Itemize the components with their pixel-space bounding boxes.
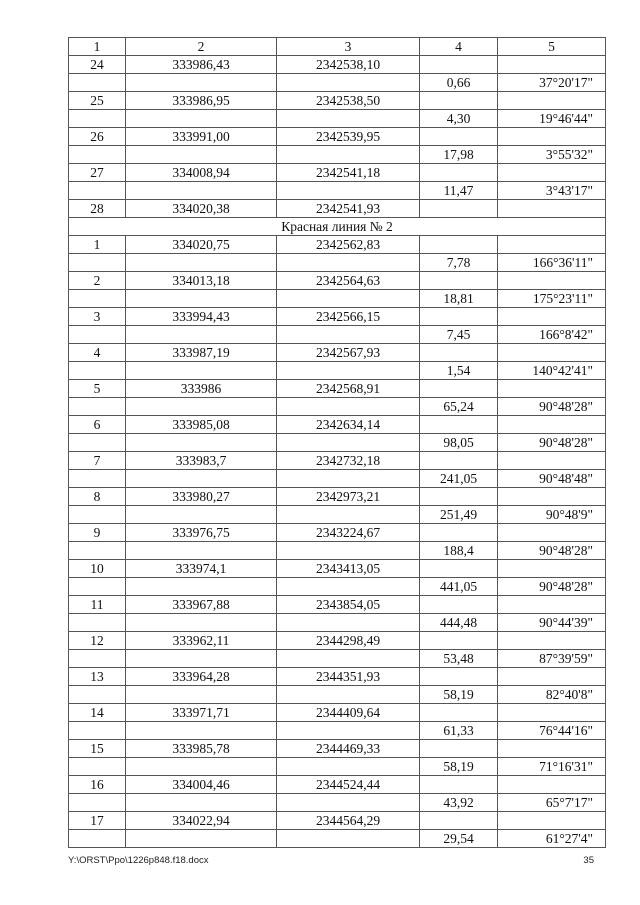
empty-cell bbox=[498, 236, 606, 254]
coord-y: 2342568,91 bbox=[277, 380, 420, 398]
point-row bbox=[69, 344, 606, 362]
segment-distance: 7,45 bbox=[420, 326, 498, 344]
point-row bbox=[69, 812, 606, 830]
empty-cell bbox=[420, 596, 498, 614]
segment-distance: 18,81 bbox=[420, 290, 498, 308]
empty-cell bbox=[420, 488, 498, 506]
segment-row bbox=[69, 830, 606, 848]
point-row bbox=[69, 92, 606, 110]
header-row bbox=[69, 38, 606, 56]
empty-cell bbox=[420, 236, 498, 254]
coord-x: 333986,43 bbox=[126, 56, 277, 74]
coord-y: 2342566,15 bbox=[277, 308, 420, 326]
point-number: 14 bbox=[69, 704, 126, 722]
empty-cell bbox=[498, 560, 606, 578]
coord-x: 333986,95 bbox=[126, 92, 277, 110]
point-row bbox=[69, 128, 606, 146]
empty-cell bbox=[498, 344, 606, 362]
empty-cell bbox=[126, 470, 277, 488]
segment-row bbox=[69, 254, 606, 272]
segment-distance: 98,05 bbox=[420, 434, 498, 452]
point-number: 24 bbox=[69, 56, 126, 74]
point-number: 8 bbox=[69, 488, 126, 506]
footer-file-path: Y:\ORST\Ppo\1226p848.f18.docx bbox=[68, 855, 209, 866]
segment-distance: 17,98 bbox=[420, 146, 498, 164]
coord-y: 2342538,50 bbox=[277, 92, 420, 110]
empty-cell bbox=[420, 812, 498, 830]
empty-cell bbox=[277, 74, 420, 92]
empty-cell bbox=[277, 578, 420, 596]
empty-cell bbox=[69, 110, 126, 128]
segment-distance: 65,24 bbox=[420, 398, 498, 416]
point-number: 12 bbox=[69, 632, 126, 650]
empty-cell bbox=[69, 182, 126, 200]
point-row bbox=[69, 740, 606, 758]
segment-angle: 3°55'32" bbox=[498, 146, 606, 164]
header-cell-1: 1 bbox=[69, 38, 126, 56]
segment-row bbox=[69, 182, 606, 200]
coord-y: 2342541,93 bbox=[277, 200, 420, 218]
point-number: 3 bbox=[69, 308, 126, 326]
segment-distance: 0,66 bbox=[420, 74, 498, 92]
segment-row bbox=[69, 110, 606, 128]
coord-x: 333991,00 bbox=[126, 128, 277, 146]
segment-row bbox=[69, 794, 606, 812]
coord-x: 333976,75 bbox=[126, 524, 277, 542]
empty-cell bbox=[498, 164, 606, 182]
coord-x: 333962,11 bbox=[126, 632, 277, 650]
empty-cell bbox=[69, 362, 126, 380]
point-number: 6 bbox=[69, 416, 126, 434]
segment-angle: 90°48'28" bbox=[498, 398, 606, 416]
coord-x: 333974,1 bbox=[126, 560, 277, 578]
empty-cell bbox=[498, 308, 606, 326]
segment-distance: 441,05 bbox=[420, 578, 498, 596]
coord-x: 334008,94 bbox=[126, 164, 277, 182]
empty-cell bbox=[420, 776, 498, 794]
empty-cell bbox=[420, 200, 498, 218]
segment-row bbox=[69, 578, 606, 596]
header-cell-5: 5 bbox=[498, 38, 606, 56]
point-row bbox=[69, 560, 606, 578]
empty-cell bbox=[126, 722, 277, 740]
point-row bbox=[69, 524, 606, 542]
empty-cell bbox=[498, 92, 606, 110]
empty-cell bbox=[69, 254, 126, 272]
empty-cell bbox=[420, 92, 498, 110]
coord-y: 2342564,63 bbox=[277, 272, 420, 290]
segment-distance: 7,78 bbox=[420, 254, 498, 272]
empty-cell bbox=[126, 434, 277, 452]
coord-x: 333964,28 bbox=[126, 668, 277, 686]
segment-distance: 53,48 bbox=[420, 650, 498, 668]
empty-cell bbox=[126, 290, 277, 308]
point-number: 16 bbox=[69, 776, 126, 794]
coord-y: 2343854,05 bbox=[277, 596, 420, 614]
point-number: 2 bbox=[69, 272, 126, 290]
point-number: 15 bbox=[69, 740, 126, 758]
segment-angle: 90°48'48" bbox=[498, 470, 606, 488]
empty-cell bbox=[126, 578, 277, 596]
coord-y: 2342973,21 bbox=[277, 488, 420, 506]
empty-cell bbox=[498, 704, 606, 722]
coord-x: 334020,75 bbox=[126, 236, 277, 254]
empty-cell bbox=[126, 362, 277, 380]
point-number: 27 bbox=[69, 164, 126, 182]
coord-y: 2342538,10 bbox=[277, 56, 420, 74]
segment-angle: 140°42'41" bbox=[498, 362, 606, 380]
page-number: 35 bbox=[583, 855, 594, 866]
segment-angle: 61°27'4" bbox=[498, 830, 606, 848]
empty-cell bbox=[126, 398, 277, 416]
segment-row bbox=[69, 614, 606, 632]
segment-angle: 90°44'39" bbox=[498, 614, 606, 632]
empty-cell bbox=[277, 614, 420, 632]
empty-cell bbox=[420, 272, 498, 290]
segment-distance: 444,48 bbox=[420, 614, 498, 632]
empty-cell bbox=[126, 254, 277, 272]
empty-cell bbox=[126, 686, 277, 704]
empty-cell bbox=[498, 668, 606, 686]
empty-cell bbox=[126, 506, 277, 524]
point-row bbox=[69, 164, 606, 182]
empty-cell bbox=[277, 830, 420, 848]
empty-cell bbox=[420, 740, 498, 758]
coord-x: 333967,88 bbox=[126, 596, 277, 614]
segment-row bbox=[69, 434, 606, 452]
empty-cell bbox=[498, 200, 606, 218]
empty-cell bbox=[69, 470, 126, 488]
point-row bbox=[69, 380, 606, 398]
segment-angle: 90°48'9" bbox=[498, 506, 606, 524]
empty-cell bbox=[126, 794, 277, 812]
segment-row bbox=[69, 146, 606, 164]
segment-angle: 65°7'17" bbox=[498, 794, 606, 812]
empty-cell bbox=[420, 524, 498, 542]
empty-cell bbox=[498, 380, 606, 398]
point-number: 4 bbox=[69, 344, 126, 362]
segment-distance: 29,54 bbox=[420, 830, 498, 848]
empty-cell bbox=[126, 110, 277, 128]
empty-cell bbox=[277, 758, 420, 776]
point-number: 1 bbox=[69, 236, 126, 254]
empty-cell bbox=[498, 128, 606, 146]
empty-cell bbox=[69, 614, 126, 632]
empty-cell bbox=[126, 758, 277, 776]
empty-cell bbox=[126, 182, 277, 200]
segment-angle: 71°16'31" bbox=[498, 758, 606, 776]
segment-row bbox=[69, 758, 606, 776]
coordinates-table bbox=[68, 37, 606, 848]
empty-cell bbox=[420, 128, 498, 146]
empty-cell bbox=[69, 722, 126, 740]
empty-cell bbox=[69, 578, 126, 596]
empty-cell bbox=[498, 452, 606, 470]
segment-angle: 166°36'11" bbox=[498, 254, 606, 272]
point-row bbox=[69, 704, 606, 722]
segment-distance: 4,30 bbox=[420, 110, 498, 128]
empty-cell bbox=[277, 146, 420, 164]
point-row bbox=[69, 416, 606, 434]
point-row bbox=[69, 452, 606, 470]
empty-cell bbox=[498, 632, 606, 650]
empty-cell bbox=[420, 668, 498, 686]
header-cell-3: 3 bbox=[277, 38, 420, 56]
segment-angle: 76°44'16" bbox=[498, 722, 606, 740]
empty-cell bbox=[277, 182, 420, 200]
point-row bbox=[69, 776, 606, 794]
segment-angle: 3°43'17" bbox=[498, 182, 606, 200]
empty-cell bbox=[420, 452, 498, 470]
empty-cell bbox=[277, 506, 420, 524]
empty-cell bbox=[277, 686, 420, 704]
coord-x: 333980,27 bbox=[126, 488, 277, 506]
empty-cell bbox=[498, 416, 606, 434]
empty-cell bbox=[126, 326, 277, 344]
coord-x: 334022,94 bbox=[126, 812, 277, 830]
point-row bbox=[69, 668, 606, 686]
empty-cell bbox=[277, 290, 420, 308]
empty-cell bbox=[69, 506, 126, 524]
empty-cell bbox=[69, 146, 126, 164]
point-number: 5 bbox=[69, 380, 126, 398]
empty-cell bbox=[69, 830, 126, 848]
point-row bbox=[69, 272, 606, 290]
coord-x: 333986 bbox=[126, 380, 277, 398]
coord-x: 333983,7 bbox=[126, 452, 277, 470]
empty-cell bbox=[420, 704, 498, 722]
point-row bbox=[69, 56, 606, 74]
segment-row bbox=[69, 650, 606, 668]
coord-x: 334004,46 bbox=[126, 776, 277, 794]
section-row bbox=[69, 218, 606, 236]
segment-distance: 1,54 bbox=[420, 362, 498, 380]
segment-row bbox=[69, 542, 606, 560]
point-number: 26 bbox=[69, 128, 126, 146]
empty-cell bbox=[69, 758, 126, 776]
empty-cell bbox=[69, 650, 126, 668]
coord-y: 2344298,49 bbox=[277, 632, 420, 650]
empty-cell bbox=[277, 794, 420, 812]
empty-cell bbox=[126, 614, 277, 632]
coord-y: 2344524,44 bbox=[277, 776, 420, 794]
point-row bbox=[69, 488, 606, 506]
empty-cell bbox=[277, 398, 420, 416]
header-cell-2: 2 bbox=[126, 38, 277, 56]
segment-distance: 58,19 bbox=[420, 758, 498, 776]
coord-y: 2344409,64 bbox=[277, 704, 420, 722]
coord-y: 2342634,14 bbox=[277, 416, 420, 434]
segment-distance: 58,19 bbox=[420, 686, 498, 704]
segment-angle: 90°48'28" bbox=[498, 578, 606, 596]
empty-cell bbox=[420, 380, 498, 398]
segment-row bbox=[69, 506, 606, 524]
coord-x: 333971,71 bbox=[126, 704, 277, 722]
segment-distance: 61,33 bbox=[420, 722, 498, 740]
empty-cell bbox=[277, 434, 420, 452]
empty-cell bbox=[498, 56, 606, 74]
empty-cell bbox=[420, 56, 498, 74]
empty-cell bbox=[69, 398, 126, 416]
segment-distance: 43,92 bbox=[420, 794, 498, 812]
empty-cell bbox=[277, 470, 420, 488]
empty-cell bbox=[498, 812, 606, 830]
coord-x: 334020,38 bbox=[126, 200, 277, 218]
point-number: 7 bbox=[69, 452, 126, 470]
section-title: Красная линия № 2 bbox=[69, 218, 606, 236]
empty-cell bbox=[420, 344, 498, 362]
table-body bbox=[69, 38, 606, 848]
empty-cell bbox=[277, 722, 420, 740]
segment-row bbox=[69, 686, 606, 704]
empty-cell bbox=[498, 272, 606, 290]
coord-y: 2342539,95 bbox=[277, 128, 420, 146]
point-row bbox=[69, 596, 606, 614]
point-row bbox=[69, 308, 606, 326]
empty-cell bbox=[420, 416, 498, 434]
point-number: 10 bbox=[69, 560, 126, 578]
empty-cell bbox=[277, 542, 420, 560]
empty-cell bbox=[126, 146, 277, 164]
coord-x: 333987,19 bbox=[126, 344, 277, 362]
segment-row bbox=[69, 290, 606, 308]
coord-y: 2343413,05 bbox=[277, 560, 420, 578]
empty-cell bbox=[498, 524, 606, 542]
point-number: 28 bbox=[69, 200, 126, 218]
point-number: 13 bbox=[69, 668, 126, 686]
empty-cell bbox=[498, 596, 606, 614]
coord-y: 2342541,18 bbox=[277, 164, 420, 182]
coord-y: 2342567,93 bbox=[277, 344, 420, 362]
segment-angle: 82°40'8" bbox=[498, 686, 606, 704]
empty-cell bbox=[277, 110, 420, 128]
point-number: 25 bbox=[69, 92, 126, 110]
segment-distance: 241,05 bbox=[420, 470, 498, 488]
segment-distance: 11,47 bbox=[420, 182, 498, 200]
segment-row bbox=[69, 722, 606, 740]
point-row bbox=[69, 200, 606, 218]
coord-x: 333985,08 bbox=[126, 416, 277, 434]
empty-cell bbox=[420, 632, 498, 650]
empty-cell bbox=[69, 542, 126, 560]
point-number: 17 bbox=[69, 812, 126, 830]
empty-cell bbox=[126, 542, 277, 560]
coord-y: 2344469,33 bbox=[277, 740, 420, 758]
coord-x: 333985,78 bbox=[126, 740, 277, 758]
empty-cell bbox=[69, 434, 126, 452]
coord-x: 333994,43 bbox=[126, 308, 277, 326]
empty-cell bbox=[277, 326, 420, 344]
coord-y: 2342732,18 bbox=[277, 452, 420, 470]
empty-cell bbox=[69, 686, 126, 704]
point-number: 9 bbox=[69, 524, 126, 542]
empty-cell bbox=[126, 74, 277, 92]
header-cell-4: 4 bbox=[420, 38, 498, 56]
segment-row bbox=[69, 398, 606, 416]
segment-angle: 87°39'59" bbox=[498, 650, 606, 668]
point-number: 11 bbox=[69, 596, 126, 614]
empty-cell bbox=[69, 794, 126, 812]
empty-cell bbox=[277, 362, 420, 380]
empty-cell bbox=[498, 488, 606, 506]
empty-cell bbox=[126, 650, 277, 668]
segment-row bbox=[69, 326, 606, 344]
empty-cell bbox=[420, 164, 498, 182]
empty-cell bbox=[420, 560, 498, 578]
empty-cell bbox=[69, 74, 126, 92]
empty-cell bbox=[126, 830, 277, 848]
segment-row bbox=[69, 362, 606, 380]
segment-row bbox=[69, 74, 606, 92]
segment-angle: 19°46'44" bbox=[498, 110, 606, 128]
point-row bbox=[69, 632, 606, 650]
coord-y: 2344351,93 bbox=[277, 668, 420, 686]
empty-cell bbox=[277, 650, 420, 668]
coord-y: 2342562,83 bbox=[277, 236, 420, 254]
segment-angle: 175°23'11" bbox=[498, 290, 606, 308]
segment-angle: 90°48'28" bbox=[498, 434, 606, 452]
point-row bbox=[69, 236, 606, 254]
empty-cell bbox=[69, 290, 126, 308]
segment-distance: 188,4 bbox=[420, 542, 498, 560]
empty-cell bbox=[277, 254, 420, 272]
empty-cell bbox=[498, 740, 606, 758]
segment-angle: 90°48'28" bbox=[498, 542, 606, 560]
segment-distance: 251,49 bbox=[420, 506, 498, 524]
coord-y: 2343224,67 bbox=[277, 524, 420, 542]
segment-angle: 37°20'17" bbox=[498, 74, 606, 92]
coord-x: 334013,18 bbox=[126, 272, 277, 290]
empty-cell bbox=[420, 308, 498, 326]
empty-cell bbox=[498, 776, 606, 794]
empty-cell bbox=[69, 326, 126, 344]
segment-row bbox=[69, 470, 606, 488]
segment-angle: 166°8'42" bbox=[498, 326, 606, 344]
coord-y: 2344564,29 bbox=[277, 812, 420, 830]
